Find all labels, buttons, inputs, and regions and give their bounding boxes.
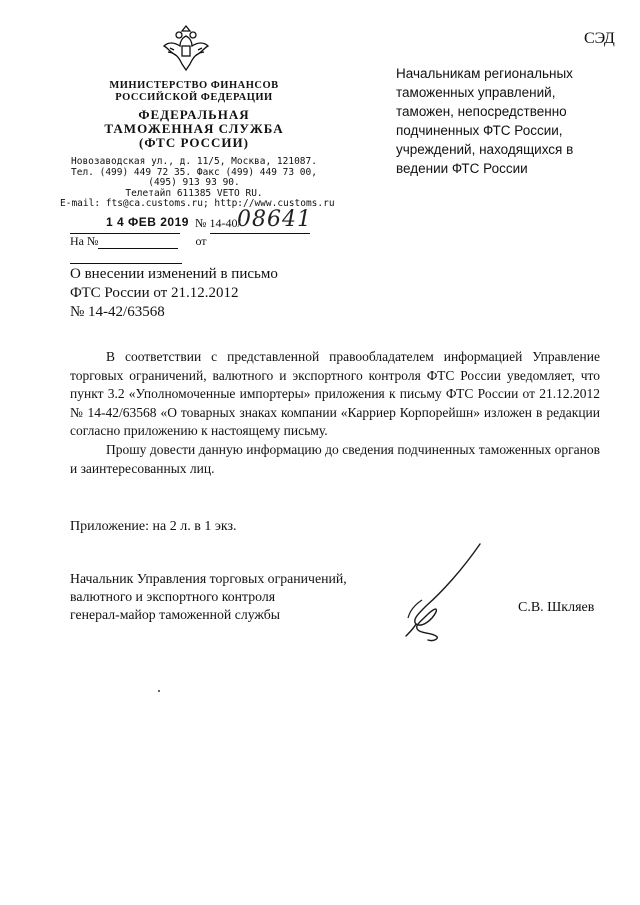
signer-position-line-2: валютного и экспортного контроля [70, 589, 276, 604]
letter-body [70, 348, 600, 478]
agency-line-2: ТАМОЖЕННАЯ СЛУЖБА [104, 121, 284, 136]
address-line-3: (495) 913 93 90. [148, 177, 240, 188]
subject-line-3: № 14-42/63568 [70, 304, 165, 320]
signer-name: С.В. Шкляев [518, 600, 595, 615]
letter-subject [70, 265, 330, 322]
address-line-5: E-mail: fts@ca.customs.ru; http://www.customs.ru [60, 198, 335, 209]
body-paragraph-2: Прошу довести данную информацию до сведения подчиненных таможенных органов и заинтересованных лиц. [70, 441, 600, 476]
sender-address [60, 156, 335, 210]
agency-line-3: (ФТС РОССИИ) [139, 135, 249, 150]
agency-line-1: ФЕДЕРАЛЬНАЯ [138, 107, 250, 122]
address-line-1: Новозаводская ул., д. 11/5, Москва, 121087. [71, 156, 317, 167]
attachment-note: Приложение: на 2 л. в 1 экз. [70, 519, 237, 534]
outgoing-date-number [70, 207, 315, 233]
ministry-line-2: РОССИЙСКОЙ ФЕДЕРАЦИИ [115, 92, 273, 103]
handwritten-signature-icon [392, 540, 482, 650]
ref-number-line [98, 236, 178, 249]
ministry-name [60, 80, 328, 104]
sed-mark: СЭД [584, 30, 615, 47]
signer-position-line-1: Начальник Управления торговых ограничений, [70, 571, 347, 586]
ref-number-label: На № [70, 234, 99, 248]
agency-name [60, 108, 328, 150]
signer-position-line-3: генерал-майор таможенной службы [70, 607, 281, 622]
address-line-2: Тел. (499) 449 72 35. Факс (499) 449 73 00, [71, 166, 317, 178]
signer-position [70, 570, 400, 624]
outgoing-number-prefix: № 14-40/ [195, 216, 241, 230]
outgoing-date-stamp: 1 4 ФЕВ 2019 [106, 215, 189, 229]
outgoing-number-handwritten: 08641 [237, 207, 312, 232]
reference-row [70, 234, 315, 264]
scan-dot [158, 690, 160, 692]
ref-from-label: от [195, 234, 207, 248]
coat-of-arms-emblem-icon [160, 22, 212, 74]
subject-line-1: О внесении изменений в письмо [70, 266, 278, 282]
ministry-line-1: МИНИСТЕРСТВО ФИНАНСОВ [109, 80, 279, 91]
subject-line-2: ФТС России от 21.12.2012 [70, 285, 239, 301]
ref-from-line [70, 251, 182, 264]
address-line-4: Телетайп 611385 VETO RU. [125, 187, 263, 199]
body-paragraph-1: В соответствии с представленной правообладателем информацией Управление торговых ограничений, валютного и экспортного контроля ФТС России уведомляет, что пункт 3.2 «Уполномоченные импортеры» приложения к письму ФТС России от 21.12.2012 № 14-42/63568 «О товарных знаках компании «Карриер Корпорейшн» изложен в редакции согласно приложению к настоящему письму. [70, 349, 600, 439]
addressee-block: Начальникам региональных таможенных управлений, таможен, непосредственно подчиненных ФТС России, учреждений, находящихся в ведении ФТС России [396, 66, 574, 176]
